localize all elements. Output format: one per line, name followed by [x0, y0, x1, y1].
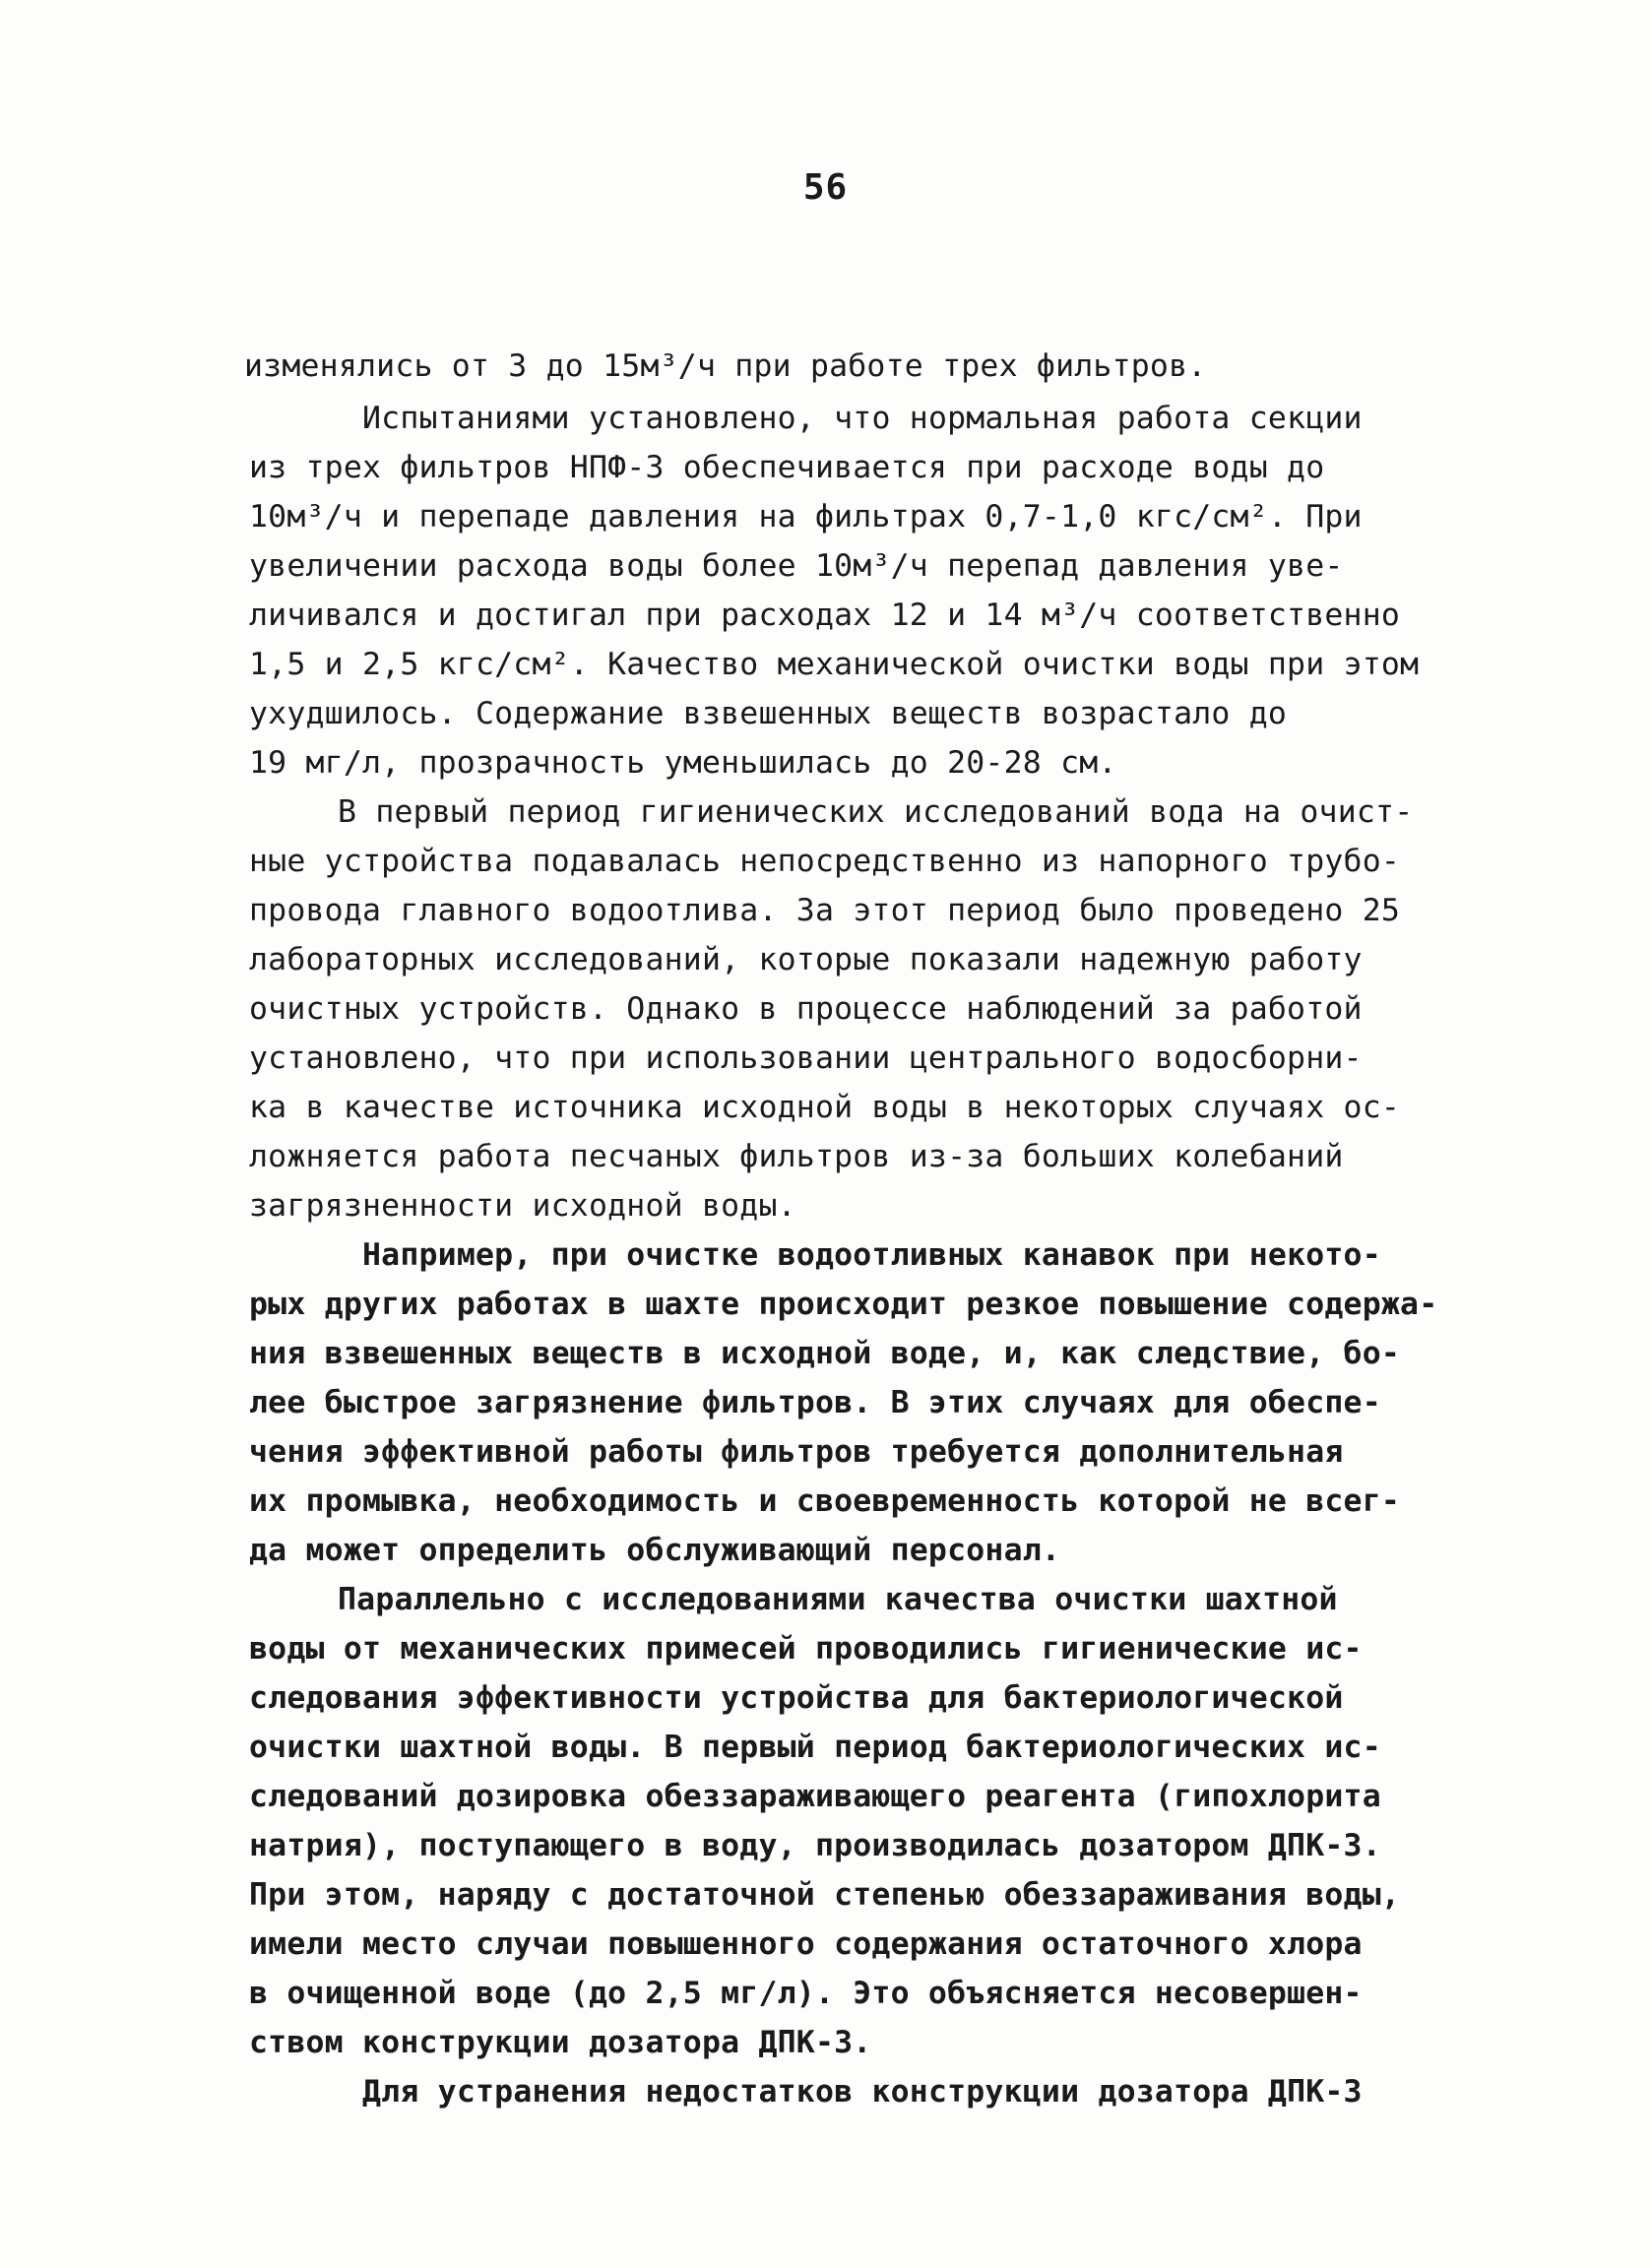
text-line: воды от механических примесей проводились гигиенические ис-	[249, 1631, 1363, 1667]
text-line: провода главного водоотлива. За этот период было проведено 25	[249, 893, 1401, 928]
text-line: имели место случаи повышенного содержания остаточного хлора	[249, 1926, 1363, 1962]
text-line: чения эффективной работы фильтров требуется дополнительная	[249, 1434, 1344, 1470]
text-line: ные устройства подавалась непосредственно из напорного трубо-	[249, 844, 1401, 879]
text-line: изменялись от 3 до 15м³/ч при работе трех фильтров.	[244, 348, 1207, 384]
text-line: натрия), поступающего в воду, производилась дозатором ДПК-3.	[249, 1828, 1381, 1863]
text-line: Испытаниями установлено, что нормальная работа секции	[362, 401, 1363, 436]
text-line: увеличении расхода воды более 10м³/ч перепад давления уве-	[249, 548, 1344, 584]
page-number: 56	[802, 167, 849, 208]
text-line: лабораторных исследований, которые показали надежную работу	[249, 942, 1363, 977]
text-line: загрязненности исходной воды.	[249, 1188, 796, 1224]
text-line: При этом, наряду с достаточной степенью обеззараживания воды,	[249, 1877, 1401, 1913]
text-line: ка в качестве источника исходной воды в некоторых случаях ос-	[249, 1090, 1401, 1125]
text-line: 1,5 и 2,5 кгс/см². Качество механической очистки воды при этом	[249, 647, 1420, 682]
text-line: следования эффективности устройства для бактериологической	[249, 1680, 1344, 1716]
text-line: в очищенной воде (до 2,5 мг/л). Это объясняется несовершен-	[249, 1976, 1363, 2011]
text-line: из трех фильтров НПФ-3 обеспечивается при расходе воды до	[249, 450, 1325, 485]
text-line: ством конструкции дозатора ДПК-3.	[249, 2025, 872, 2060]
text-line: 10м³/ч и перепаде давления на фильтрах 0,7-1,0 кгс/см². При	[249, 499, 1363, 535]
text-line: ложняется работа песчаных фильтров из-за больших колебаний	[249, 1139, 1344, 1174]
text-line: да может определить обслуживающий персонал.	[249, 1533, 1061, 1568]
text-line: Для устранения недостатков конструкции дозатора ДПК-3	[362, 2074, 1363, 2110]
text-line: 19 мг/л, прозрачность уменьшилась до 20-28 см.	[249, 745, 1117, 781]
text-line: Например, при очистке водоотливных канавок при некото-	[362, 1237, 1381, 1273]
text-line: очистки шахтной воды. В первый период бактериологических ис-	[249, 1730, 1381, 1765]
text-line: их промывка, необходимость и своевременность которой не всег-	[249, 1483, 1401, 1519]
text-line: В первый период гигиенических исследований вода на очист-	[338, 794, 1414, 830]
text-line: рых других работах в шахте происходит резкое повышение содержа-	[249, 1287, 1438, 1322]
text-line: ухудшилось. Содержание взвешенных веществ возрастало до	[249, 696, 1288, 731]
text-line: лее быстрое загрязнение фильтров. В этих случаях для обеспе-	[249, 1385, 1381, 1420]
text-line: Параллельно с исследованиями качества очистки шахтной	[338, 1582, 1338, 1617]
text-line: следований дозировка обеззараживающего реагента (гипохлорита	[249, 1779, 1381, 1814]
text-line: установлено, что при использовании центрального водосборни-	[249, 1040, 1363, 1076]
text-line: личивался и достигал при расходах 12 и 14 м³/ч соответственно	[249, 598, 1401, 633]
text-line: ния взвешенных веществ в исходной воде, и, как следствие, бо-	[249, 1336, 1401, 1371]
text-line: очистных устройств. Однако в процессе наблюдений за работой	[249, 991, 1363, 1027]
